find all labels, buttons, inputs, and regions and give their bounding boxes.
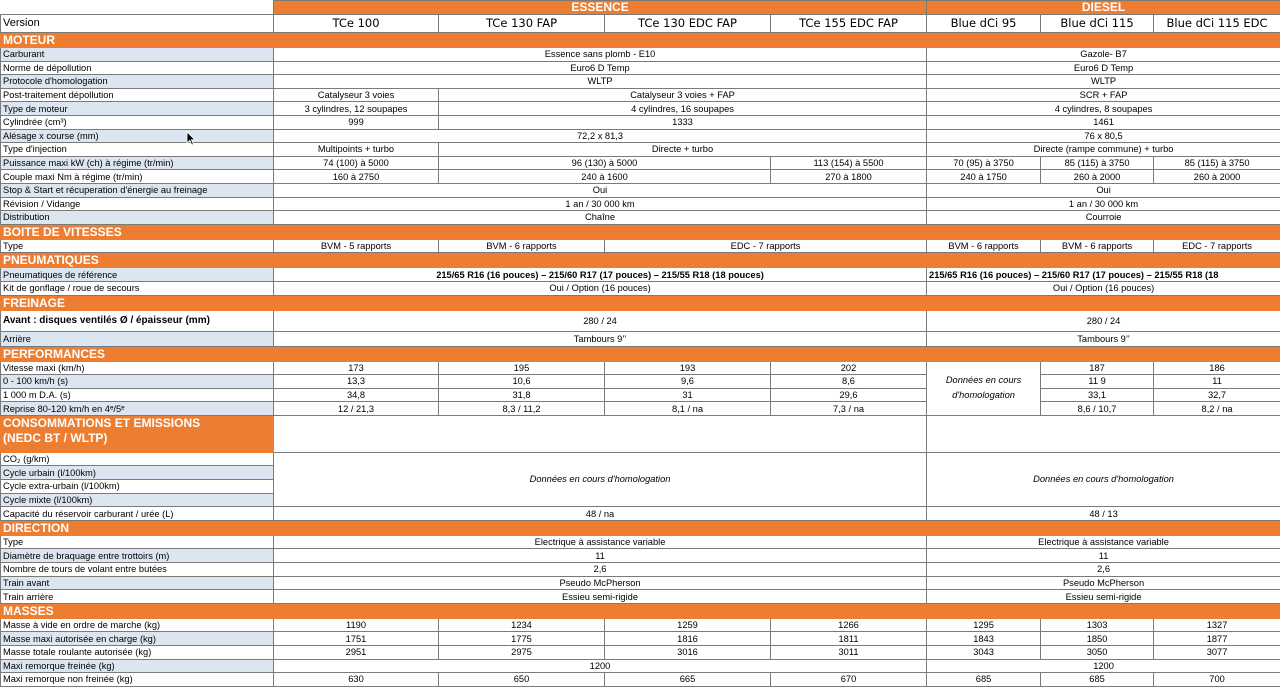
row-label: Train avant: [1, 576, 274, 590]
conso-diesel-pending-note: Données en cours d'homologation: [927, 452, 1280, 506]
section-direction-title: DIRECTION: [1, 520, 1280, 535]
cell: 650: [439, 673, 605, 687]
cell: 1877: [1154, 632, 1280, 646]
cell: Directe + turbo: [439, 143, 927, 157]
table-row: [1, 211, 1280, 225]
cell: 34,8: [274, 388, 439, 402]
cell: 11: [927, 549, 1280, 563]
row-label: Pneumatiques de référence: [1, 268, 274, 282]
cell: 11: [1154, 375, 1280, 389]
section-masses-title: MASSES: [1, 603, 1280, 618]
cell: 1266: [771, 618, 927, 632]
cell: EDC - 7 rapports: [1154, 239, 1280, 253]
cell: 186: [1154, 361, 1280, 375]
versions-label: Version: [1, 15, 274, 33]
cell: WLTP: [927, 75, 1280, 89]
table-row: [1, 507, 1280, 521]
cell: 2,6: [274, 563, 927, 577]
cell: 630: [274, 673, 439, 687]
cell: 70 (95) à 3750: [927, 156, 1041, 170]
cell: Essieu semi-rigide: [927, 590, 1280, 604]
cell: 3016: [605, 646, 771, 660]
cell: 4 cylindres, 16 soupapes: [439, 102, 927, 116]
cell: 270 à 1800: [771, 170, 927, 184]
cell: Electrique à assistance variable: [927, 535, 1280, 549]
row-label: Protocole d'homologation: [1, 75, 274, 89]
row-label: Type: [1, 239, 274, 253]
row-label: Cylindrée (cm³): [1, 115, 274, 129]
cell: WLTP: [274, 75, 927, 89]
cell: Oui / Option (16 pouces): [274, 281, 927, 295]
row-label: Type de moteur: [1, 102, 274, 116]
row-label: Maxi remorque non freinée (kg): [1, 673, 274, 687]
cell: 85 (115) à 3750: [1041, 156, 1154, 170]
version-dci115-edc: Blue dCi 115 EDC: [1154, 15, 1280, 33]
cell: 1 an / 30 000 km: [927, 197, 1280, 211]
cell: EDC - 7 rapports: [605, 239, 927, 253]
table-row: [1, 115, 1280, 129]
section-conso-title: [1, 415, 274, 452]
cell: Euro6 D Temp: [274, 61, 927, 75]
cell: BVM - 6 rapports: [927, 239, 1041, 253]
cell: 13,3: [274, 375, 439, 389]
cell: 12 / 21,3: [274, 402, 439, 416]
cell: 215/65 R16 (16 pouces) – 215/60 R17 (17 pouces) – 215/55 R18 (18 pouces): [274, 268, 927, 282]
cell: 72,2 x 81,3: [274, 129, 927, 143]
cell: Catalyseur 3 voies: [274, 88, 439, 102]
table-row: [1, 402, 1280, 416]
row-label: Train arrière: [1, 590, 274, 604]
table-row: [1, 281, 1280, 295]
table-row: [1, 576, 1280, 590]
cell: 1190: [274, 618, 439, 632]
table-row: [1, 632, 1280, 646]
cell: Electrique à assistance variable: [274, 535, 927, 549]
cell: 1234: [439, 618, 605, 632]
cell: 2951: [274, 646, 439, 660]
conso-essence-pending-note: Données en cours d'homologation: [274, 452, 927, 506]
cell: 240 à 1600: [439, 170, 771, 184]
cell: BVM - 6 rapports: [439, 239, 605, 253]
cell: 8,6: [771, 375, 927, 389]
cell: 9,6: [605, 375, 771, 389]
row-label: Norme de dépollution: [1, 61, 274, 75]
version-dci115: Blue dCi 115: [1041, 15, 1154, 33]
cell: Courroie: [927, 211, 1280, 225]
row-label: Couple maxi Nm à régime (tr/min): [1, 170, 274, 184]
cell: 1333: [439, 115, 927, 129]
cell: Euro6 D Temp: [927, 61, 1280, 75]
cell: 113 (154) à 5500: [771, 156, 927, 170]
row-label: Reprise 80-120 km/h en 4ᵉ/5ᵉ: [1, 402, 274, 416]
engine-group-header-row: [1, 1, 1280, 15]
version-tce130-fap: TCe 130 FAP: [439, 15, 605, 33]
cell: Oui: [274, 183, 927, 197]
cell: 3043: [927, 646, 1041, 660]
table-row: [1, 170, 1280, 184]
cell: 670: [771, 673, 927, 687]
table-row: [1, 48, 1280, 62]
table-row: [1, 452, 1280, 466]
cell: 1811: [771, 632, 927, 646]
cell: 1295: [927, 618, 1041, 632]
table-row: [1, 331, 1280, 346]
cell: BVM - 5 rapports: [274, 239, 439, 253]
cell: 85 (115) à 3750: [1154, 156, 1280, 170]
cell: Chaîne: [274, 211, 927, 225]
table-row: [1, 563, 1280, 577]
cell: 96 (130) à 5000: [439, 156, 771, 170]
cell: 2975: [439, 646, 605, 660]
cell: 2,6: [927, 563, 1280, 577]
cell: Gazole- B7: [927, 48, 1280, 62]
cell: 240 à 1750: [927, 170, 1041, 184]
cell: Essieu semi-rigide: [274, 590, 927, 604]
row-label: Stop & Start et récuperation d'énergie au freinage: [1, 183, 274, 197]
table-row: [1, 673, 1280, 687]
table-row: [1, 388, 1280, 402]
row-label: Capacité du réservoir carburant / urée (L): [1, 507, 274, 521]
section-freinage: [1, 295, 1280, 310]
row-label: Masse maxi autorisée en charge (kg): [1, 632, 274, 646]
cell: 999: [274, 115, 439, 129]
cell: Essence sans plomb - E10: [274, 48, 927, 62]
row-label: 1 000 m D.A. (s): [1, 388, 274, 402]
row-label: Type: [1, 535, 274, 549]
cell: 1751: [274, 632, 439, 646]
section-pneus: [1, 253, 1280, 268]
row-label: Nombre de tours de volant entre butées: [1, 563, 274, 577]
section-moteur-title: MOTEUR: [1, 33, 1280, 48]
cell: 31,8: [439, 388, 605, 402]
cell: 3 cylindres, 12 soupapes: [274, 102, 439, 116]
cell: SCR + FAP: [927, 88, 1280, 102]
cell: Tambours 9’’: [927, 331, 1280, 346]
cell: 1303: [1041, 618, 1154, 632]
row-label: Alésage x course (mm): [1, 129, 274, 143]
cell: Multipoints + turbo: [274, 143, 439, 157]
section-boite-title: BOITE DE VITESSES: [1, 224, 1280, 239]
table-row: [1, 239, 1280, 253]
table-row: [1, 61, 1280, 75]
cell: 3050: [1041, 646, 1154, 660]
table-row: [1, 156, 1280, 170]
version-dci95: Blue dCi 95: [927, 15, 1041, 33]
cell: 29,6: [771, 388, 927, 402]
table-row: [1, 659, 1280, 673]
section-freinage-title: FREINAGE: [1, 295, 1280, 310]
section-perf-title: PERFORMANCES: [1, 346, 1280, 361]
cell: 32,7: [1154, 388, 1280, 402]
cell: 700: [1154, 673, 1280, 687]
cell: 8,1 / na: [605, 402, 771, 416]
row-label: Cycle mixte (l/100km): [1, 493, 274, 507]
cell: 260 à 2000: [1154, 170, 1280, 184]
row-label: 0 - 100 km/h (s): [1, 375, 274, 389]
row-label: Cycle urbain (l/100km): [1, 466, 274, 480]
cell: 8,2 / na: [1154, 402, 1280, 416]
cell: 74 (100) à 5000: [274, 156, 439, 170]
cell: 4 cylindres, 8 soupapes: [927, 102, 1280, 116]
table-row: [1, 75, 1280, 89]
version-tce100: TCe 100: [274, 15, 439, 33]
cell: Directe (rampe commune) + turbo: [927, 143, 1280, 157]
section-conso-title-line2: (NEDC BT / WLTP): [3, 430, 108, 445]
cell: 76 x 80,5: [927, 129, 1280, 143]
cell: Oui / Option (16 pouces): [927, 281, 1280, 295]
row-label: Kit de gonflage / roue de secours: [1, 281, 274, 295]
row-label: Cycle extra-urbain (l/100km): [1, 480, 274, 494]
cell: 33,1: [1041, 388, 1154, 402]
version-tce155-edc-fap: TCe 155 EDC FAP: [771, 15, 927, 33]
cell: 187: [1041, 361, 1154, 375]
section-masses: [1, 603, 1280, 618]
essence-group-header: ESSENCE: [274, 1, 927, 15]
cell: 1461: [927, 115, 1280, 129]
table-row: [1, 310, 1280, 331]
cell: 665: [605, 673, 771, 687]
row-label: Masse à vide en ordre de marche (kg): [1, 618, 274, 632]
cell: 31: [605, 388, 771, 402]
cell: 1327: [1154, 618, 1280, 632]
table-row: [1, 535, 1280, 549]
cell: 260 à 2000: [1041, 170, 1154, 184]
cell: 195: [439, 361, 605, 375]
table-row: [1, 618, 1280, 632]
perf-dci95-pending-note: Données en cours d'homologation: [927, 361, 1041, 415]
cell: 8,3 / 11,2: [439, 402, 605, 416]
cell: Catalyseur 3 voies + FAP: [439, 88, 927, 102]
row-label: Diamètre de braquage entre trottoirs (m): [1, 549, 274, 563]
cell: 160 à 2750: [274, 170, 439, 184]
cell: 1843: [927, 632, 1041, 646]
cell: 1259: [605, 618, 771, 632]
row-label: Maxi remorque freinée (kg): [1, 659, 274, 673]
cell: 11: [274, 549, 927, 563]
section-boite: [1, 224, 1280, 239]
mouse-cursor-icon: [186, 131, 196, 146]
table-row: [1, 646, 1280, 660]
section-conso: [1, 415, 1280, 452]
cell: 1775: [439, 632, 605, 646]
cell: 3011: [771, 646, 927, 660]
cell: BVM - 6 rapports: [1041, 239, 1154, 253]
section-conso-title-line1: CONSOMMATIONS ET EMISSIONS: [3, 415, 201, 430]
cell: 48 / 13: [927, 507, 1280, 521]
cell: 280 / 24: [274, 310, 927, 331]
cell: Pseudo McPherson: [274, 576, 927, 590]
row-label: Masse totale roulante autorisée (kg): [1, 646, 274, 660]
section-pneus-title: PNEUMATIQUES: [1, 253, 1280, 268]
cell: Oui: [927, 183, 1280, 197]
diesel-group-header: DIESEL: [927, 1, 1280, 15]
cell: Pseudo McPherson: [927, 576, 1280, 590]
cell: 173: [274, 361, 439, 375]
row-label: CO₂ (g/km): [1, 452, 274, 466]
row-label: Vitesse maxi (km/h): [1, 361, 274, 375]
cell: 10,6: [439, 375, 605, 389]
row-label: Post-traitement dépollution: [1, 88, 274, 102]
table-row: [1, 361, 1280, 375]
section-perf: [1, 346, 1280, 361]
row-label: Avant : disques ventilés Ø / épaisseur (mm): [1, 310, 274, 331]
cell: 3077: [1154, 646, 1280, 660]
table-row: [1, 268, 1280, 282]
table-row: [1, 88, 1280, 102]
cell: 1200: [274, 659, 927, 673]
cell: 11 9: [1041, 375, 1154, 389]
cell: 1850: [1041, 632, 1154, 646]
table-row: [1, 549, 1280, 563]
cell: 193: [605, 361, 771, 375]
cell: 1816: [605, 632, 771, 646]
row-label: Révision / Vidange: [1, 197, 274, 211]
cell: Tambours 9’’: [274, 331, 927, 346]
versions-row: [1, 15, 1280, 33]
cell: 8,6 / 10,7: [1041, 402, 1154, 416]
cell: 280 / 24: [927, 310, 1280, 331]
row-label: Arrière: [1, 331, 274, 346]
cell: 202: [771, 361, 927, 375]
cell: 7,3 / na: [771, 402, 927, 416]
row-label: Carburant: [1, 48, 274, 62]
section-moteur: [1, 33, 1280, 48]
cell: 685: [1041, 673, 1154, 687]
version-tce130-edc-fap: TCe 130 EDC FAP: [605, 15, 771, 33]
table-row: [1, 197, 1280, 211]
table-row: [1, 590, 1280, 604]
cell: 1 an / 30 000 km: [274, 197, 927, 211]
section-direction: [1, 520, 1280, 535]
table-row: [1, 183, 1280, 197]
row-label: Puissance maxi kW (ch) à régime (tr/min): [1, 156, 274, 170]
table-row: [1, 375, 1280, 389]
row-label: Distribution: [1, 211, 274, 225]
table-row: [1, 102, 1280, 116]
row-label: Type d'injection: [1, 143, 274, 157]
cell: 685: [927, 673, 1041, 687]
cell: 1200: [927, 659, 1280, 673]
cell: 48 / na: [274, 507, 927, 521]
cell: 215/65 R16 (16 pouces) – 215/60 R17 (17 pouces) – 215/55 R18 (18: [927, 268, 1280, 282]
